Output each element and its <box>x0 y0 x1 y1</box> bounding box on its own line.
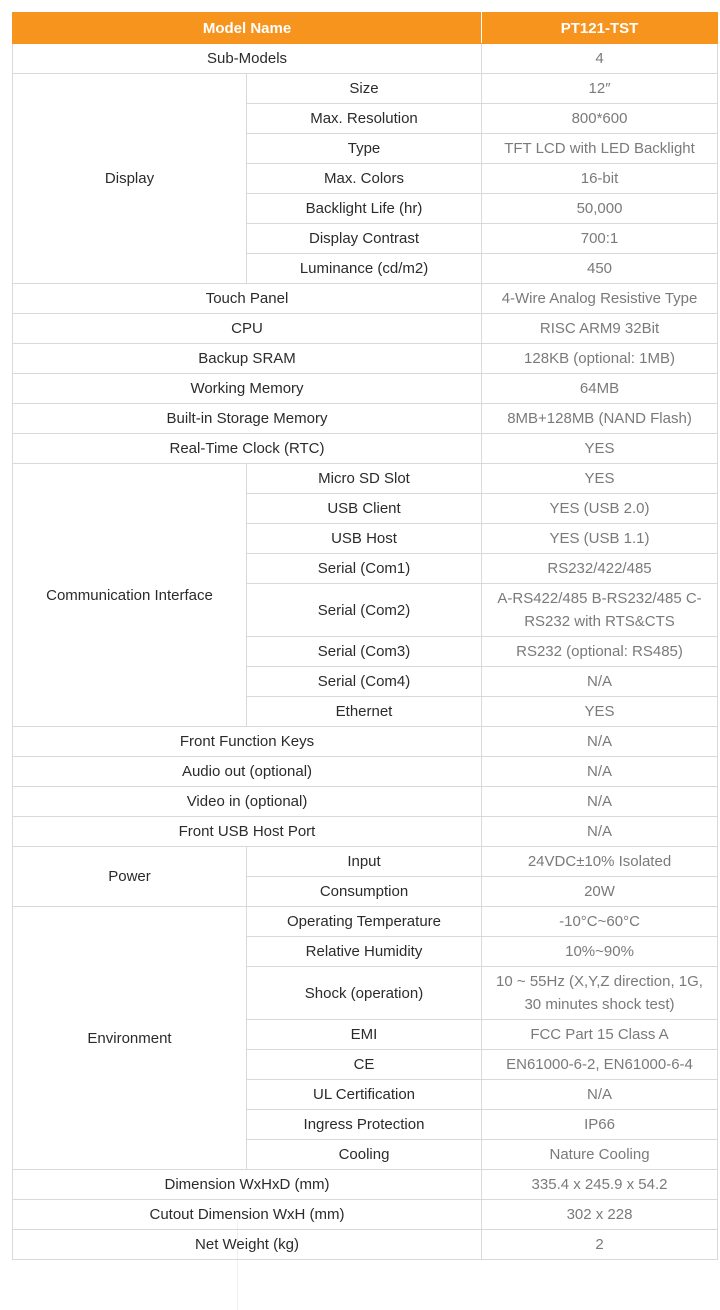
table-row <box>13 314 718 344</box>
spec-value: YES (USB 1.1) <box>482 524 718 554</box>
spec-value: FCC Part 15 Class A <box>482 1020 718 1050</box>
spec-label: Cooling <box>247 1140 482 1170</box>
spec-value: YES (USB 2.0) <box>482 494 718 524</box>
table-row <box>13 44 718 74</box>
spec-label: Sub-Models <box>13 44 482 74</box>
table-row <box>13 787 718 817</box>
spec-label: Backup SRAM <box>13 344 482 374</box>
spec-label: Size <box>247 74 482 104</box>
spec-label: Real-Time Clock (RTC) <box>13 434 482 464</box>
spec-value: 450 <box>482 254 718 284</box>
spec-value: 4-Wire Analog Resistive Type <box>482 284 718 314</box>
spec-value: Nature Cooling <box>482 1140 718 1170</box>
spec-value: 335.4 x 245.9 x 54.2 <box>482 1170 718 1200</box>
spec-label: Net Weight (kg) <box>13 1230 482 1260</box>
spec-value: 10%~90% <box>482 937 718 967</box>
spec-label: Backlight Life (hr) <box>247 194 482 224</box>
table-row <box>13 404 718 434</box>
table-row <box>13 74 718 104</box>
spec-label: Ingress Protection <box>247 1110 482 1140</box>
spec-value: N/A <box>482 757 718 787</box>
group-label-communication: Communication Interface <box>13 464 247 727</box>
spec-label: Ethernet <box>247 697 482 727</box>
spec-value: IP66 <box>482 1110 718 1140</box>
table-row <box>13 1170 718 1200</box>
spec-value: N/A <box>482 787 718 817</box>
table-row <box>13 464 718 494</box>
table-row <box>13 344 718 374</box>
spec-label: Operating Temperature <box>247 907 482 937</box>
spec-value: A-RS422/485 B-RS232/485 C-RS232 with RTS&CTS <box>482 584 718 637</box>
spec-value: N/A <box>482 727 718 757</box>
spec-label: Serial (Com1) <box>247 554 482 584</box>
spec-value: RS232 (optional: RS485) <box>482 637 718 667</box>
table-row <box>13 1200 718 1230</box>
table-row <box>13 727 718 757</box>
spec-label: Serial (Com2) <box>247 584 482 637</box>
spec-label: Video in (optional) <box>13 787 482 817</box>
spec-value: 16-bit <box>482 164 718 194</box>
spec-label: UL Certification <box>247 1080 482 1110</box>
table-row <box>13 817 718 847</box>
table-row <box>13 847 718 877</box>
spec-value: N/A <box>482 817 718 847</box>
table-header-row <box>13 13 718 44</box>
spec-value: 10 ~ 55Hz (X,Y,Z direction, 1G, 30 minutes shock test) <box>482 967 718 1020</box>
spec-value: 302 x 228 <box>482 1200 718 1230</box>
spec-label: Cutout Dimension WxH (mm) <box>13 1200 482 1230</box>
spec-value: EN61000-6-2, EN61000-6-4 <box>482 1050 718 1080</box>
spec-label: CPU <box>13 314 482 344</box>
spec-value: RISC ARM9 32Bit <box>482 314 718 344</box>
spec-value: 4 <box>482 44 718 74</box>
spec-label: Display Contrast <box>247 224 482 254</box>
spec-value: 64MB <box>482 374 718 404</box>
spec-label: Dimension WxHxD (mm) <box>13 1170 482 1200</box>
table-row <box>13 284 718 314</box>
spec-label: CE <box>247 1050 482 1080</box>
spec-label: EMI <box>247 1020 482 1050</box>
spec-value: N/A <box>482 667 718 697</box>
group-label-power: Power <box>13 847 247 907</box>
spec-value: 700:1 <box>482 224 718 254</box>
spec-value: -10°C~60°C <box>482 907 718 937</box>
spec-value: 800*600 <box>482 104 718 134</box>
spec-label: Touch Panel <box>13 284 482 314</box>
spec-label: Front Function Keys <box>13 727 482 757</box>
spec-label: Relative Humidity <box>247 937 482 967</box>
spec-label: Working Memory <box>13 374 482 404</box>
spec-value: RS232/422/485 <box>482 554 718 584</box>
spec-value: 128KB (optional: 1MB) <box>482 344 718 374</box>
group-label-display: Display <box>13 74 247 284</box>
spec-label: Micro SD Slot <box>247 464 482 494</box>
spec-value: 12″ <box>482 74 718 104</box>
table-row <box>13 374 718 404</box>
spec-value: 50,000 <box>482 194 718 224</box>
spec-label: Input <box>247 847 482 877</box>
model-name-label: Model Name <box>13 13 482 44</box>
spec-value: YES <box>482 464 718 494</box>
spec-label: Front USB Host Port <box>13 817 482 847</box>
spec-value: N/A <box>482 1080 718 1110</box>
model-name-value: PT121-TST <box>482 13 718 44</box>
spec-label: USB Client <box>247 494 482 524</box>
group-label-environment: Environment <box>13 907 247 1170</box>
spec-value: 8MB+128MB (NAND Flash) <box>482 404 718 434</box>
spec-label: Audio out (optional) <box>13 757 482 787</box>
spec-label: Max. Resolution <box>247 104 482 134</box>
spec-label: Luminance (cd/m2) <box>247 254 482 284</box>
spec-value: TFT LCD with LED Backlight <box>482 134 718 164</box>
spec-value: 24VDC±10% Isolated <box>482 847 718 877</box>
spec-label: Built-in Storage Memory <box>13 404 482 434</box>
spec-value: YES <box>482 697 718 727</box>
spec-label: Serial (Com3) <box>247 637 482 667</box>
table-row <box>13 434 718 464</box>
spec-value: 20W <box>482 877 718 907</box>
specification-table <box>12 12 718 1260</box>
spec-label: Max. Colors <box>247 164 482 194</box>
table-row <box>13 1230 718 1260</box>
table-row <box>13 757 718 787</box>
spec-label: Shock (operation) <box>247 967 482 1020</box>
spec-label: USB Host <box>247 524 482 554</box>
spec-label: Serial (Com4) <box>247 667 482 697</box>
spec-value: 2 <box>482 1230 718 1260</box>
spec-value: YES <box>482 434 718 464</box>
spec-label: Consumption <box>247 877 482 907</box>
table-row <box>13 907 718 937</box>
spec-label: Type <box>247 134 482 164</box>
